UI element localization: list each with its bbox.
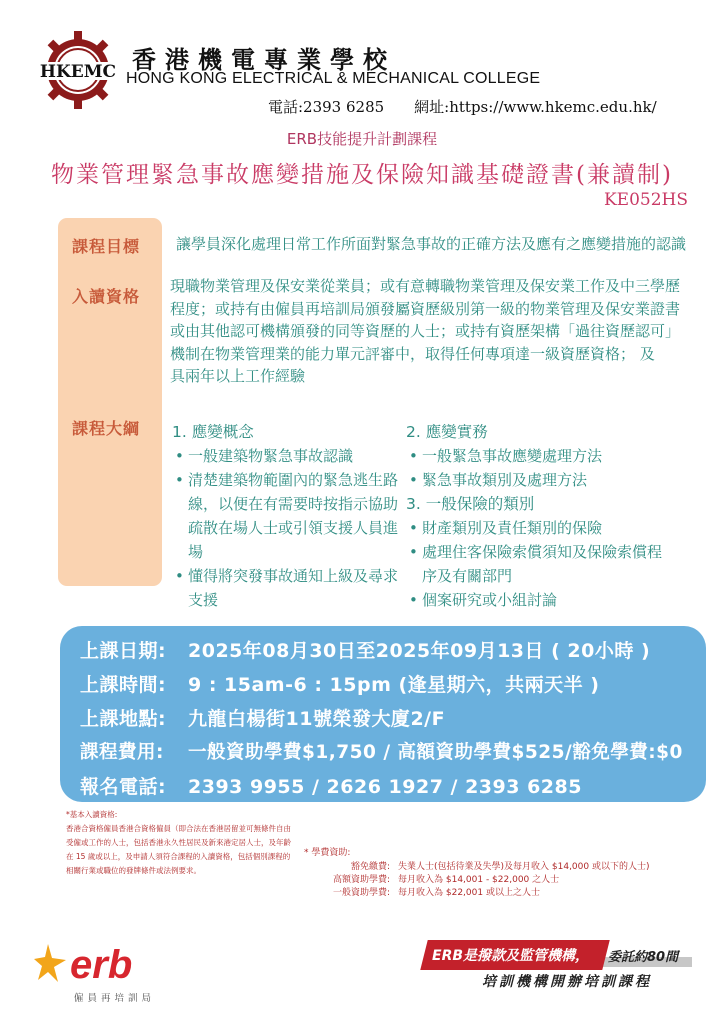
subsidy-label: 一般資助學費: [332,888,390,898]
outline-right-column [406,420,676,612]
contact-line [268,96,657,117]
outline-heading-3: 3. 一般保險的類別 [406,495,535,513]
entry-text [170,275,690,388]
list-item: • 財產類別及責任類別的保險 [406,516,676,540]
basic-notes-title: *基本入讀資格: [66,810,118,819]
list-item: • 一般緊急事故應變處理方法 [406,444,676,468]
college-name-zh: 香港機電專業學校 [132,45,396,74]
star-icon [34,944,66,982]
time-label: 上課時間: [80,674,167,696]
outline-left-column [172,420,402,612]
subsidy-notes [304,845,714,900]
banner-subtext-1: 委託約80間 [608,950,679,965]
outline-label: 課程大綱 [72,419,141,438]
erb-caption: 僱員再培訓局 [74,993,156,1004]
list-item: • 一般建築物緊急事故認識 [172,444,402,468]
erb-logo-text: erb [70,943,133,987]
fee-label: 課程費用: [80,742,164,763]
venue-row [80,704,445,731]
subsidy-row [304,861,714,874]
phone-value: 2393 9955 / 2626 1927 / 2393 6285 [188,776,582,798]
venue-value: 九龍白楊街11號榮發大廈2/F [188,708,446,730]
list-item: • 懂得將突發事故通知上級及尋求支援 [172,564,402,612]
college-name-en: HONG KONG ELECTRICAL & MECHANICAL COLLEGE [126,70,541,87]
list-item: • 處理住客保險索償須知及保險索償程序及有關部門 [406,540,676,588]
label-panel [58,218,162,586]
erb-logo [34,940,184,990]
subsidy-label: 豁免繳費: [350,862,390,872]
list-item: • 緊急事故類別及處理方法 [406,468,676,492]
phone-label: 報名電話: [80,776,167,798]
date-row [80,636,650,663]
subsidy-label: 高額資助學費: [332,875,390,885]
hkemc-logo [36,28,120,112]
logo-text: HKEMC [39,62,117,82]
subsidy-row [304,887,714,900]
course-title: 物業管理緊急事故應變措施及保險知識基礎證書(兼讀制) [51,162,673,188]
subsidy-value: 每月收入為 $22,001 或以上之人士 [398,888,540,898]
entry-text-extra: 具兩年以上工作經驗 [170,367,306,385]
fee-row [80,738,683,764]
program-name: ERB技能提升計劃課程 [286,130,438,148]
course-code: KE052HS [603,190,688,210]
outline-heading-1: 1. 應變概念 [172,423,254,441]
banner-red-text: ERB是撥款及監管機構， [432,948,590,964]
list-item: • 清楚建築物範圍內的緊急逃生路線，以便在有需要時按指示協助疏散在場人士或引領支援人員進場 [172,468,402,564]
time-row [80,670,599,697]
subsidy-value: 每月收入為 $14,001 - $22,000 之人士 [398,875,560,885]
basic-entry-notes [66,808,296,878]
basic-notes-text: 香港合資格僱員香港合資格僱員（即合法在香港居留並可無條件自由受僱或工作的人士，包括香港永久性居民及新來港定居人士，及年齡在 15 歲或以上，及申請人須符合課程的入讀資格，包括個別課程的相關行業或職位的發牌條件或法例要求。 [66,824,291,875]
time-value: 9 : 15am-6 : 15pm (逢星期六，共兩天半 ) [188,674,600,696]
website-text[interactable]: 網址:https://www.hkemc.edu.hk/ [414,98,657,116]
phone-text: 電話:2393 6285 [268,98,385,116]
subsidy-row [304,874,714,887]
list-item: • 個案研究或小組討論 [406,588,676,612]
subsidy-value: 失業人士(包括待業及失學)及每月收入 $14,000 或以下的人士) [398,862,650,872]
entry-text-main: 現職物業管理及保安業從業員；或有意轉職物業管理及保安業工作及中三學歷程度；或持有由僱員再培訓局頒發屬資歷級別第一級的物業管理及保安業證書或由其他認可機構頒發的同等資歷的人士；或持有資歷架構「過往資歷認可」機制在物業管理業的能力單元評審中，取得任何專項達一級資歷資格； 及 [170,277,681,363]
fee-value: 一般資助學費$1,750 / 高額資助學費$525/豁免學費:$0 [188,742,683,763]
date-label: 上課日期: [80,640,167,662]
phone-row [80,772,582,799]
subsidy-title: * 學費資助: [304,848,351,858]
objective-label: 課程目標 [72,237,141,256]
venue-label: 上課地點: [80,708,167,730]
banner-subtext-2: 培訓機構開辦培訓課程 [482,974,652,990]
objective-text: 讓學員深化處理日常工作所面對緊急事故的正確方法及應有之應變措施的認識 [176,235,687,253]
date-value: 2025年08月30日至2025年09月13日 ( 20小時 ) [188,640,651,662]
outline-heading-2: 2. 應變實務 [406,423,488,441]
entry-label: 入讀資格 [72,287,141,306]
